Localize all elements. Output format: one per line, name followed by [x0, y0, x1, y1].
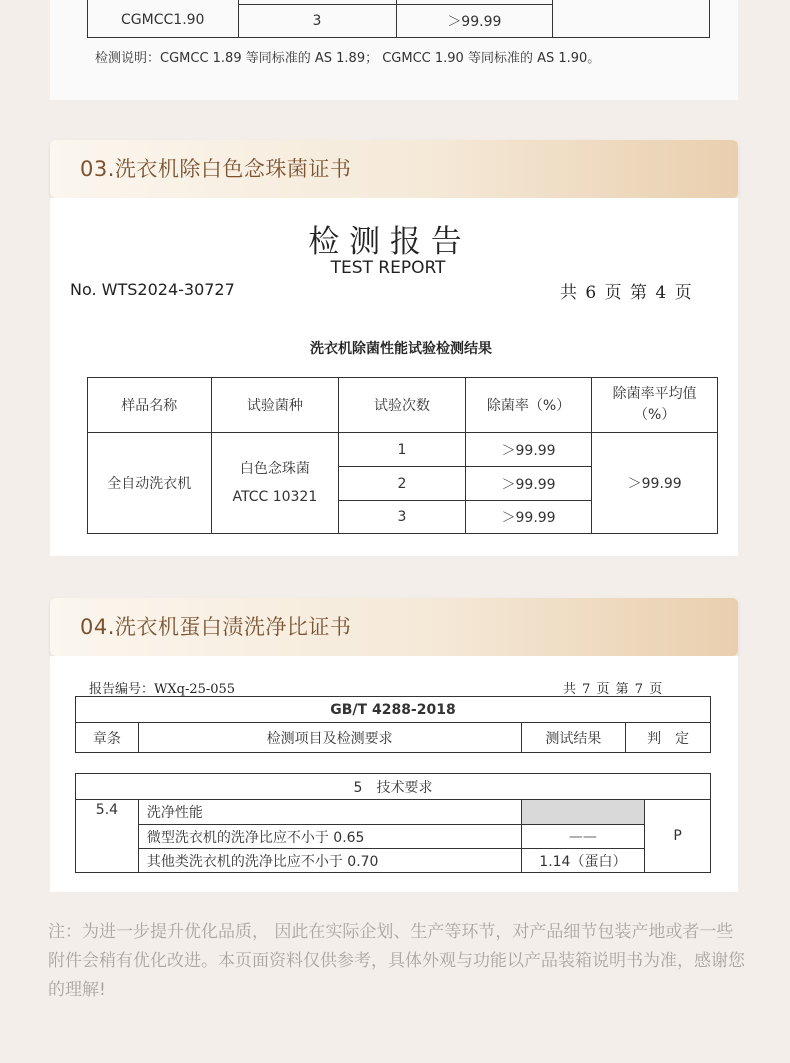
strain-cell	[88, 0, 239, 38]
item-other: 其他类洗衣机的洗净比应不小于 0.70	[138, 849, 521, 873]
section2-note: 检测说明：CGMCC 1.89 等同标准的 AS 1.89； CGMCC 1.90 等同标准的 AS 1.90。	[95, 51, 601, 66]
section3-results-table	[87, 377, 718, 534]
table-row-trial: 2	[339, 467, 466, 501]
section3-header	[50, 140, 738, 198]
section4-title: 04.洗衣机蛋白渍洗净比证书	[80, 615, 352, 639]
header-item: 检测项目及检测要求	[138, 723, 521, 753]
table-row-trial: 1	[339, 433, 466, 467]
header-average: 除菌率平均值 （%）	[592, 378, 718, 433]
report-title-cn: 检 测 报 告	[308, 224, 462, 260]
section4-header-table	[75, 696, 711, 753]
section2-table-tail	[87, 0, 710, 38]
rate-cell: ＞99.99	[396, 5, 553, 38]
page-info: 共 7 页 第 7 页	[563, 682, 663, 697]
trial-cell: 3	[238, 5, 396, 38]
table-row-rate: ＞99.99	[465, 433, 592, 467]
standard-cell: GB/T 4288-2018	[76, 697, 711, 723]
header-sample: 样品名称	[88, 378, 212, 433]
footer-note: 注：为进一步提升优化品质， 因此在实际企划、生产等环节，对产品细节包装产地或者一些附件会稍有优化改进。本页面资料仅供参考，具体外观与功能以产品装箱说明书为准，感谢您的理解!	[48, 922, 745, 1000]
item-other-result: 1.14（蛋白）	[521, 849, 645, 873]
header-result: 测试结果	[521, 723, 626, 753]
header-clause: 章条	[76, 723, 139, 753]
section4-header	[50, 598, 738, 656]
average-cell: ＞99.99	[592, 433, 718, 534]
section3-title: 03.洗衣机除白色念珠菌证书	[80, 157, 352, 181]
page-info: 共 6 页 第 4 页	[560, 283, 692, 303]
sample-cell: 全自动洗衣机	[88, 433, 212, 534]
strain-cell: 白色念珠菌 ATCC 10321	[211, 433, 339, 534]
header-verdict: 判 定	[626, 723, 711, 753]
table-row-rate: ＞99.99	[465, 467, 592, 501]
item-mini: 微型洗衣机的洗净比应不小于 0.65	[138, 825, 521, 849]
table-row-rate: ＞99.99	[465, 501, 592, 534]
table-row-trial: 3	[339, 501, 466, 534]
report-number: 报告编号：WXq-25-055	[89, 682, 236, 697]
header-trials: 试验次数	[339, 378, 466, 433]
item-mini-result: ——	[521, 825, 645, 849]
section4-results-table	[75, 773, 711, 873]
strain-label: CGMCC1.90	[121, 12, 205, 28]
header-rate: 除菌率（%）	[465, 378, 592, 433]
tech-requirements: 5 技术要求	[76, 774, 711, 800]
table-title: 洗衣机除菌性能试验检测结果	[310, 341, 492, 357]
verdict-cell: P	[645, 800, 711, 873]
item-main: 洗净性能	[138, 800, 521, 825]
report-title-en: TEST REPORT	[330, 258, 446, 278]
clause-cell: 5.4	[76, 800, 139, 873]
result-placeholder	[521, 800, 645, 825]
report-number: No. WTS2024-30727	[70, 280, 235, 299]
header-strain: 试验菌种	[211, 378, 339, 433]
